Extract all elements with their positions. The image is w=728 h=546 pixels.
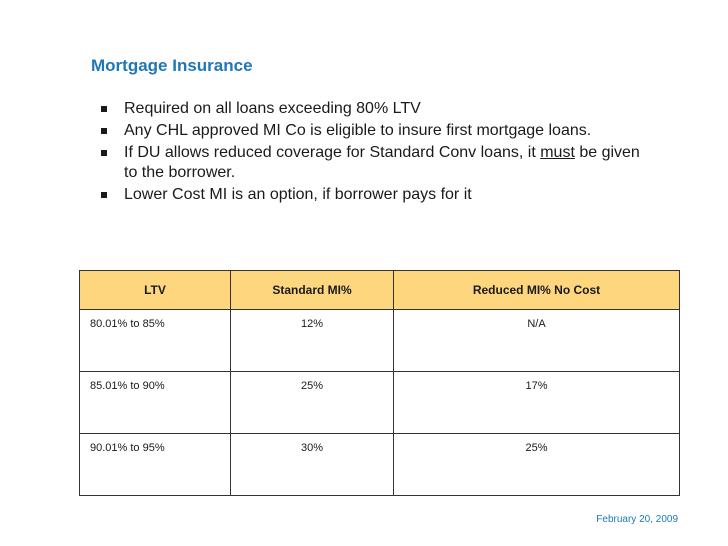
cell-reduced-mi: 17% [394,372,680,434]
bullet-text: Required on all loans exceeding 80% LTV [124,100,421,117]
bullet-item [101,185,641,205]
header-ltv: LTV [80,271,231,310]
header-standard-mi: Standard MI% [231,271,394,310]
cell-reduced-mi: N/A [394,310,680,372]
square-bullet-icon [101,150,107,156]
bullet-text: Lower Cost MI is an option, if borrower pays for it [124,186,472,203]
bullet-item [101,143,641,183]
square-bullet-icon [101,192,107,198]
bullet-text [124,144,640,181]
slide-title: Mortgage Insurance [91,56,253,75]
table-header-row [80,271,680,310]
bullet-text-after: be given to the borrower. [124,144,640,181]
bullet-text: Any CHL approved MI Co is eligible to insure first mortgage loans. [124,122,592,139]
cell-standard-mi: 12% [231,310,394,372]
header-reduced-mi: Reduced MI% No Cost [394,271,680,310]
mi-table [79,270,680,496]
cell-ltv: 90.01% to 95% [80,434,231,496]
footer-date: February 20, 2009 [596,514,678,525]
square-bullet-icon [101,106,107,112]
square-bullet-icon [101,128,107,134]
cell-ltv: 80.01% to 85% [80,310,231,372]
cell-standard-mi: 30% [231,434,394,496]
bullet-list [101,99,641,207]
table-row [80,434,680,496]
bullet-text-before: If DU allows reduced coverage for Standard Conv loans, it [124,144,541,161]
table-row [80,310,680,372]
table-row [80,372,680,434]
cell-standard-mi: 25% [231,372,394,434]
cell-reduced-mi: 25% [394,434,680,496]
cell-ltv: 85.01% to 90% [80,372,231,434]
bullet-text-underlined: must [540,144,575,161]
bullet-item [101,99,641,119]
bullet-item [101,121,641,141]
